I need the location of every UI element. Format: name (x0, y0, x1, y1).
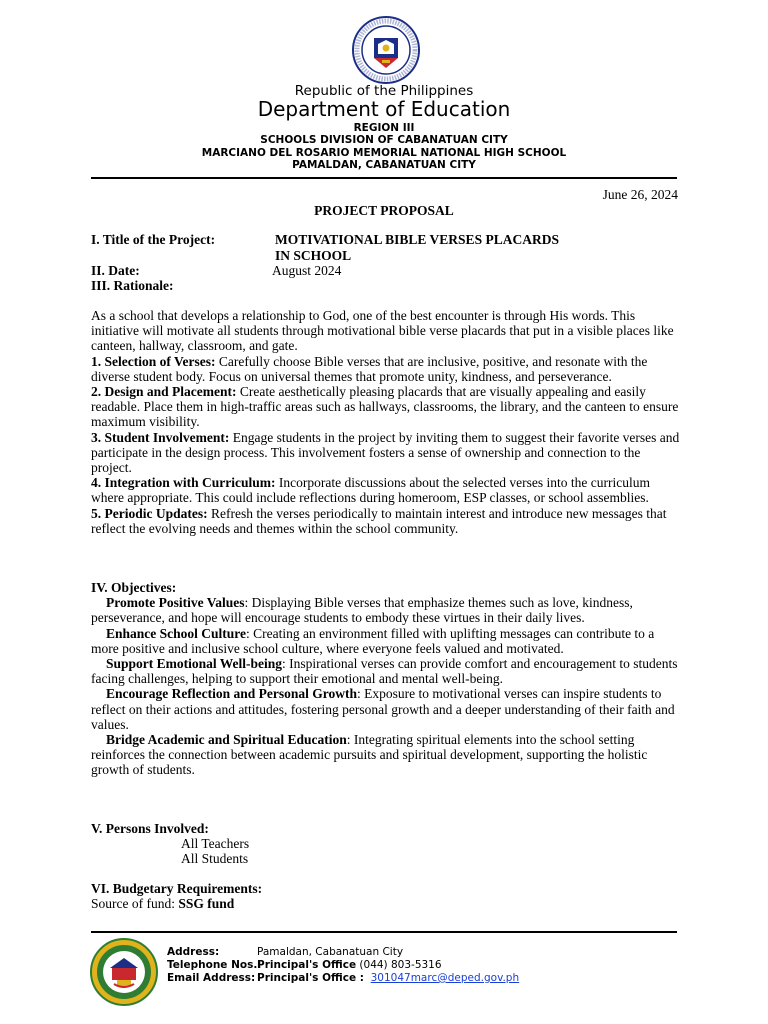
person-item: All Teachers (181, 836, 250, 852)
step-text: Create aesthetically pleasing placards that are visually appealing and easily readable. Place them in high-traffic areas such as hallways, classrooms, the library, and the canteen to ensure maximum visibility. (91, 384, 679, 430)
school-name-line: MARCIANO DEL ROSARIO MEMORIAL NATIONAL HIGH SCHOOL (201, 147, 567, 159)
objective-item (91, 686, 681, 732)
republic-line: Republic of the Philippines (294, 83, 474, 99)
address-label: Address: (167, 946, 220, 958)
objective-text: : Displaying Bible verses that emphasize themes such as love, kindness, perseverance, and hope will encourage students to embody these virtues in their daily lives. (91, 595, 633, 626)
fund-value: SSG fund (178, 896, 235, 912)
step-text: Engage students in the project by inviting them to suggest their favorite verses and participate in the design process. This involvement fosters a sense of ownership and connection to the project. (91, 429, 680, 476)
step-label: 4. Integration with Curriculum: (91, 475, 276, 491)
objective-item (91, 656, 681, 686)
budget-label: VI. Budgetary Requirements: (91, 881, 263, 896)
header-divider (91, 177, 677, 179)
division-line: SCHOOLS DIVISION OF CABANATUAN CITY (260, 134, 508, 146)
person-item: All Students (181, 851, 249, 867)
rationale-step (91, 506, 681, 536)
region-line: REGION III (353, 122, 415, 134)
objective-label: Enhance School Culture (106, 625, 247, 641)
project-date: August 2024 (272, 263, 342, 278)
footer-divider (91, 931, 677, 933)
objective-label: Promote Positive Values (106, 595, 245, 611)
objective-text: : Creating an environment filled with uplifting messages can contribute to a more positive and inclusive school culture, where everyone feels valued and motivated. (91, 625, 655, 656)
objective-item (91, 595, 681, 625)
rationale-step (91, 475, 681, 505)
step-label: 1. Selection of Verses: (91, 353, 216, 369)
email-office: Principal's Office : (257, 972, 364, 984)
step-label: 3. Student Involvement: (91, 429, 230, 445)
objective-label: Encourage Reflection and Personal Growth (106, 686, 357, 702)
objective-label: Support Emotional Well-being (106, 656, 283, 672)
footer-contact (167, 946, 687, 985)
project-title-line2: IN SCHOOL (275, 247, 352, 263)
document-heading: PROJECT PROPOSAL (314, 203, 454, 218)
email-link[interactable]: 301047marc@deped.gov.ph (370, 972, 520, 984)
department-title: Department of Education (257, 97, 511, 121)
phone-value (257, 959, 442, 972)
fund-line (91, 896, 681, 911)
objective-text: : Exposure to motivational verses can inspire students to reflect on their actions and attitudes, fostering personal growth and a deeper understanding of their faith and values. (91, 686, 675, 732)
phone-label: Telephone Nos.: (167, 959, 262, 971)
deped-seal-logo (352, 16, 420, 84)
objectives-section (91, 580, 681, 778)
budget-section (91, 881, 681, 911)
step-text: Refresh the verses periodically to maintain interest and introduce new messages that reflect the evolving needs and themes within the school community. (91, 505, 667, 536)
objective-label: Bridge Academic and Spiritual Education (106, 732, 347, 748)
email-value (257, 972, 519, 985)
rationale-step (91, 384, 681, 430)
date-label: II. Date: (91, 263, 140, 278)
persons-section (91, 821, 681, 867)
address-value: Pamaldan, Cabanatuan City (257, 946, 404, 958)
persons-label: V. Persons Involved: (91, 821, 209, 836)
fund-label: Source of fund: (91, 896, 179, 912)
step-text: Carefully choose Bible verses that are inclusive, positive, and resonate with the diverse student body. Focus on universal themes that promote unity, kindness, and perseverance. (91, 353, 648, 384)
footer-email-row (167, 972, 687, 985)
document-date: June 26, 2024 (602, 187, 678, 202)
objective-text: : Inspirational verses can provide comfort and encouragement to students facing challenges, helping to support their emotional and mental well-being. (91, 656, 678, 687)
step-text: Incorporate discussions about the selected verses into the curriculum where appropriate. This could include reflections during homeroom, ESP classes, or school assemblies. (91, 475, 651, 506)
email-label: Email Address: (167, 972, 256, 984)
footer-address-row (167, 946, 687, 959)
rationale-label: III. Rationale: (91, 278, 174, 293)
step-label: 5. Periodic Updates: (91, 505, 208, 521)
school-logo (90, 938, 158, 1006)
phone-number: (044) 803-5316 (356, 959, 442, 971)
objectives-label: IV. Objectives: (91, 580, 177, 595)
rationale-intro: As a school that develops a relationship to God, one of the best encounter is through His words. This initiative will motivate all students through motivational bible verse placards that put in a visible places like canteen, hallway, classroom, and gate. (91, 308, 674, 354)
objective-item (91, 626, 681, 656)
step-label: 2. Design and Placement: (91, 384, 237, 400)
rationale-section (91, 308, 681, 536)
rationale-step (91, 430, 681, 476)
objective-text: : Integrating spiritual elements into the school setting reinforces the connection between academic pursuits and spiritual development, supporting the holistic growth of students. (91, 732, 648, 778)
project-title-line1: MOTIVATIONAL BIBLE VERSES PLACARDS (275, 232, 559, 247)
project-title (275, 232, 559, 263)
location-line: PAMALDAN, CABANATUAN CITY (292, 159, 476, 171)
phone-office: Principal's Office (257, 959, 357, 971)
rationale-step (91, 354, 681, 384)
objective-item (91, 732, 681, 778)
footer-phone-row (167, 959, 687, 972)
title-label: I. Title of the Project: (91, 232, 216, 247)
